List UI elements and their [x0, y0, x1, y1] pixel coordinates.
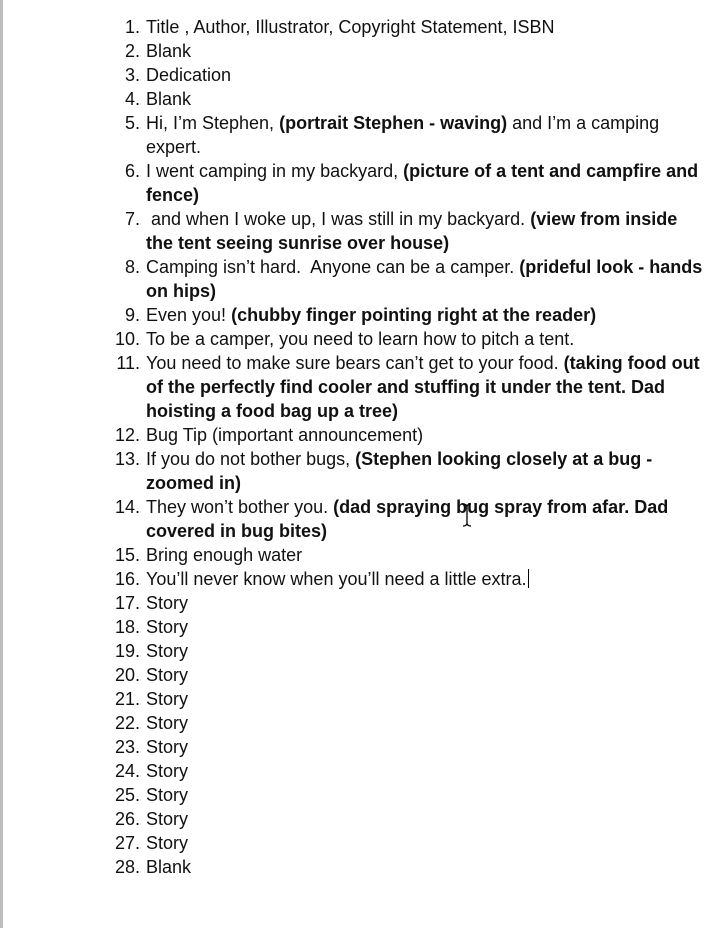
list-item — [0, 663, 712, 687]
item-number: 13. — [114, 449, 140, 469]
item-number: 2. — [124, 41, 140, 61]
list-item — [0, 735, 712, 759]
item-text: Story — [146, 689, 189, 709]
item-number: 15. — [114, 545, 140, 565]
ibeam-cursor-icon — [461, 503, 473, 527]
illustration-note: (dad spraying bug spray from afar. Dad covered in bug bites) — [146, 497, 669, 541]
item-number: 5. — [124, 113, 140, 133]
item-text: I went camping in my backyard, — [146, 161, 399, 181]
list-item — [0, 15, 712, 39]
item-text: To be a camper, you need to learn how to pitch a tent. — [146, 329, 575, 349]
item-text: Even you! — [146, 305, 227, 325]
item-number: 1. — [124, 17, 140, 37]
list-item — [0, 711, 712, 735]
item-number: 9. — [124, 305, 140, 325]
list-item — [0, 759, 712, 783]
list-item — [0, 591, 712, 615]
item-number: 8. — [124, 257, 140, 277]
list-item — [0, 159, 712, 207]
item-text: Story — [146, 713, 189, 733]
item-text: Story — [146, 761, 189, 781]
list-item — [0, 111, 712, 159]
item-text: Hi, I’m Stephen, — [146, 113, 275, 133]
list-item — [0, 831, 712, 855]
item-text: Story — [146, 641, 189, 661]
item-text: You’ll never know when you’ll need a little extra. — [146, 569, 527, 589]
illustration-note: (view from inside the tent seeing sunrise over house) — [146, 209, 678, 253]
item-text: Bug Tip (important announcement) — [146, 425, 424, 445]
item-number: 11. — [116, 353, 140, 373]
list-item — [0, 687, 712, 711]
item-number: 18. — [114, 617, 140, 637]
list-item — [0, 327, 712, 351]
illustration-note: (prideful look - hands on hips) — [146, 257, 703, 301]
illustration-note: (taking food out of the perfectly find cooler and stuffing it under the tent. Dad hoisting a food bag up a tree) — [146, 353, 700, 421]
list-item — [0, 207, 712, 255]
list-item — [0, 447, 712, 495]
item-text: Story — [146, 833, 189, 853]
item-number: 10. — [114, 329, 140, 349]
illustration-note: (Stephen looking closely at a bug - zoomed in) — [146, 449, 653, 493]
list-item — [0, 63, 712, 87]
item-text: Camping isn’t hard. Anyone can be a camper. — [146, 257, 515, 277]
item-number: 27. — [114, 833, 140, 853]
item-text: Title , Author, Illustrator, Copyright Statement, ISBN — [146, 17, 555, 37]
item-text-continued: and I’m a camping expert. — [146, 113, 660, 157]
illustration-note: (chubby finger pointing right at the reader) — [231, 305, 597, 325]
illustration-note: (picture of a tent and campfire and fence) — [146, 161, 699, 205]
item-number: 22. — [114, 713, 140, 733]
item-number: 21. — [114, 689, 140, 709]
item-text: Story — [146, 809, 189, 829]
list-item — [0, 855, 712, 879]
item-number: 12. — [114, 425, 140, 445]
item-number: 6. — [124, 161, 140, 181]
list-item — [0, 615, 712, 639]
item-text: Blank — [146, 857, 192, 877]
page-outline-list — [0, 15, 712, 879]
item-number: 25. — [114, 785, 140, 805]
item-text: Blank — [146, 89, 192, 109]
item-text: You need to make sure bears can’t get to your food. — [146, 353, 559, 373]
item-number: 17. — [114, 593, 140, 613]
item-text: They won’t bother you. — [146, 497, 329, 517]
item-number: 23. — [114, 737, 140, 757]
item-text: Dedication — [146, 65, 232, 85]
item-text: Story — [146, 665, 189, 685]
item-number: 28. — [114, 857, 140, 877]
list-item — [0, 543, 712, 567]
list-item — [0, 807, 712, 831]
list-item — [0, 639, 712, 663]
item-number: 26. — [114, 809, 140, 829]
list-item — [0, 87, 712, 111]
item-text: and when I woke up, I was still in my backyard. — [146, 209, 526, 229]
item-number: 14. — [114, 497, 140, 517]
text-insertion-caret — [528, 569, 529, 588]
document-body[interactable] — [0, 15, 712, 879]
item-text: Bring enough water — [146, 545, 303, 565]
list-item — [0, 495, 712, 543]
item-number: 4. — [124, 89, 140, 109]
list-item — [0, 255, 712, 303]
list-item — [0, 783, 712, 807]
item-text: If you do not bother bugs, — [146, 449, 351, 469]
item-number: 3. — [124, 65, 140, 85]
item-text: Story — [146, 593, 189, 613]
item-number: 7. — [124, 209, 140, 229]
list-item — [0, 39, 712, 63]
item-text: Blank — [146, 41, 192, 61]
item-number: 16. — [114, 569, 140, 589]
item-number: 24. — [114, 761, 140, 781]
illustration-note: (portrait Stephen - waving) — [279, 113, 508, 133]
item-text: Story — [146, 617, 189, 637]
item-text: Story — [146, 737, 189, 757]
item-number: 20. — [114, 665, 140, 685]
list-item — [0, 567, 712, 591]
item-number: 19. — [114, 641, 140, 661]
item-text: Story — [146, 785, 189, 805]
list-item — [0, 303, 712, 327]
list-item — [0, 351, 712, 423]
list-item — [0, 423, 712, 447]
